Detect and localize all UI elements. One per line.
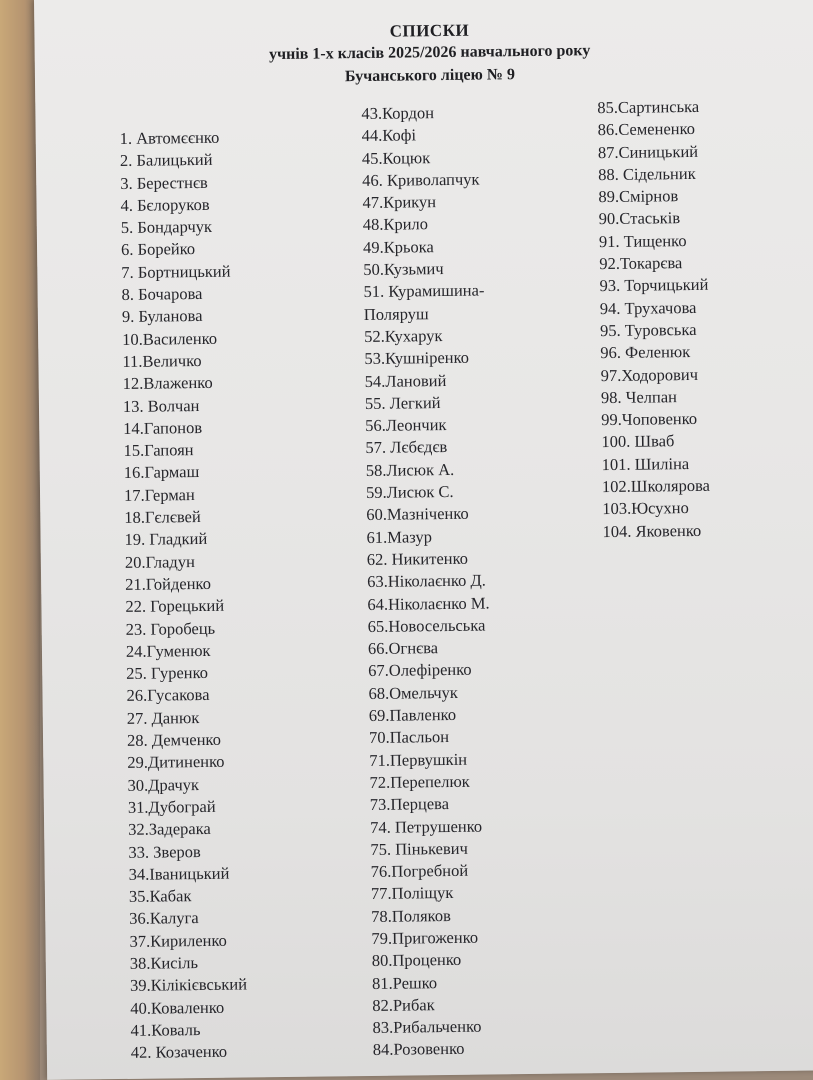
student-list-item: 49.Крьока [362, 236, 434, 257]
student-list-item: 42. Козаченко [130, 1041, 228, 1063]
student-list-item: 79.Пригоженко [371, 927, 479, 948]
student-list-item: 51. Курамишина- [363, 280, 485, 302]
student-list-item: 73.Перцева [369, 794, 450, 815]
document-title: СПИСКИ [389, 20, 470, 41]
student-list-item: 89.Смірнов [598, 186, 679, 207]
student-list-item: 7. Бортницький [121, 261, 231, 282]
student-list-item: 55. Легкий [364, 392, 441, 413]
student-list-item: 5. Бондарчук [120, 217, 213, 238]
student-list-item: 68.Омельчук [368, 682, 458, 703]
student-list-item: 76.Погребной [370, 860, 469, 882]
student-list-item: 104. Яковенко [602, 520, 702, 541]
student-list-item: 30.Драчук [127, 774, 200, 795]
student-list-item: 47.Крикун [362, 192, 437, 213]
student-list-item: 82.Рибак [372, 995, 435, 1015]
student-list-item: 98. Челпан [600, 387, 678, 407]
student-list-item: 50.Кузьмич [363, 259, 444, 280]
student-list-item: 39.Кілікієвський [129, 974, 248, 996]
student-list-item: 78.Поляков [371, 905, 451, 926]
student-list-item: 22. Горецький [125, 595, 225, 617]
student-list-item: 83.Рибальченко [372, 1016, 482, 1038]
student-list-item: 13. Волчан [122, 395, 200, 416]
document-subtitle: учнів 1-х класів 2025/2026 навчального року [268, 42, 591, 64]
student-list-item: 69.Павленко [368, 704, 457, 725]
student-list-item: 93. Торчицький [599, 275, 709, 296]
student-list-item: 77.Поліщук [370, 883, 454, 904]
student-list-item: 96. Феленюк [600, 342, 691, 363]
student-list-item: 6. Борейко [120, 239, 196, 260]
student-list-item: 86.Семененко [597, 119, 696, 140]
student-list-item: 92.Токарєва [599, 253, 683, 274]
student-list-item: 8. Бочарова [121, 284, 203, 305]
student-list-item: 90.Стаськів [598, 208, 681, 229]
student-list-item: 46. Криволапчук [362, 169, 480, 190]
student-list-item: 28. Демченко [126, 729, 222, 750]
student-list-item: 81.Решко [371, 972, 438, 993]
student-list-item: 85.Сартинська [597, 96, 700, 118]
student-list-item: 18.Гєлєвей [124, 507, 201, 527]
background-surface [0, 0, 40, 1080]
student-list-item: 17.Герман [123, 484, 195, 505]
student-list-item: 48.Крило [362, 214, 429, 235]
student-list-item: 56.Леончик [365, 415, 447, 436]
student-list-item: 25. Гуренко [126, 663, 209, 684]
student-list-item: 100. Шваб [601, 431, 675, 452]
student-list-item: 44.Кофі [361, 125, 417, 146]
student-list-item: 19. Гладкий [124, 529, 208, 550]
student-list-item: 31.Дубограй [127, 796, 216, 817]
student-list-item: 26.Гусакова [126, 685, 210, 706]
student-list-item: 54.Лановий [364, 370, 447, 391]
school-name: Бучанського ліцею № 9 [344, 66, 516, 86]
student-list-item: 94. Трухачова [599, 297, 697, 318]
student-list-item: 15.Гапоян [123, 440, 194, 461]
student-list-item: 103.Юсухно [602, 498, 689, 519]
student-list-item: 72.Перепелюк [369, 771, 470, 792]
student-list-item: 75. Пінькевич [370, 838, 468, 859]
student-list-item: 70.Пасльон [368, 727, 450, 748]
student-list-item: 58.Лисюк А. [365, 459, 455, 480]
student-list-item: 43.Кордон [361, 103, 435, 124]
student-list-item: 4. Бєлоруков [120, 194, 210, 215]
student-list-item: 11.Величко [122, 350, 202, 371]
student-list-item: 66.Огнєва [367, 638, 439, 659]
student-list-item: 101. Шиліна [601, 453, 690, 474]
student-list-item: 1. Автомєєнко [119, 127, 220, 148]
student-list-item: 33. Зверов [128, 841, 201, 862]
student-list-item: 52.Кухарук [364, 326, 443, 346]
student-list-item: 74. Петрушенко [370, 816, 483, 837]
student-list-item: 38.Кисіль [129, 953, 199, 973]
student-list-item: 80.Проценко [371, 950, 462, 971]
student-list-item: 41.Коваль [130, 1019, 201, 1040]
student-list-item: 14.Гапонов [123, 417, 203, 438]
student-list-column-3 [597, 96, 711, 543]
student-list-item: Поляруш [363, 303, 429, 324]
student-list-item: 35.Кабак [128, 886, 192, 906]
student-list-item: 88. Сідельник [598, 163, 696, 185]
student-list-item: 10.Василенко [122, 328, 218, 349]
student-list-item: 27. Данюк [126, 707, 200, 728]
student-list-item: 60.Мазніченко [366, 504, 469, 525]
student-list-item: 21.Гойденко [125, 573, 212, 594]
student-list-item: 67.Олефіренко [368, 660, 472, 681]
student-list-item: 71.Первушкін [369, 749, 468, 770]
student-list-item: 36.Калуга [129, 908, 199, 929]
student-list-item: 84.Розовенко [372, 1039, 465, 1060]
student-list-item: 32.Задерака [128, 819, 211, 840]
student-list-item: 12.Влаженко [122, 373, 213, 394]
student-list-column-2 [361, 102, 495, 1062]
student-list-item: 45.Коцюк [361, 147, 431, 168]
student-list-item: 3. Берестнєв [120, 172, 208, 193]
student-list-item: 20.Гладун [124, 551, 195, 572]
student-list-item: 53.Кушніренко [364, 347, 470, 369]
student-list-item: 59.Лисюк С. [365, 481, 454, 503]
student-list-column-1 [120, 127, 248, 1065]
student-list-item: 61.Мазур [366, 526, 432, 547]
student-list-item: 16.Гармаш [123, 462, 200, 483]
student-list-item: 9. Буланова [121, 306, 203, 327]
student-list-item: 63.Ніколаєнко Д. [367, 570, 486, 592]
student-list-item: 95. Туровська [599, 319, 697, 341]
student-list-item: 29.Дитиненко [127, 752, 225, 773]
student-list-item: 99.Чоповенко [601, 409, 698, 430]
student-list-item: 87.Синицький [597, 141, 699, 162]
student-list-item: 24.Гуменюк [125, 640, 211, 661]
student-list-item: 91. Тищенко [598, 230, 687, 251]
student-list-item: 62. Никитенко [366, 548, 469, 569]
student-list-item: 37.Кириленко [129, 930, 227, 951]
student-list-item: 102.Школярова [601, 475, 711, 497]
student-list-item: 2. Балицький [119, 150, 213, 171]
student-list-item: 64.Ніколаєнко М. [367, 593, 490, 614]
student-list-item: 57. Лєбєдєв [365, 437, 448, 458]
student-list-item: 40.Коваленко [130, 997, 225, 1018]
student-list-item: 23. Горобець [125, 618, 216, 639]
student-list-item: 34.Іваницький [128, 863, 230, 884]
student-list-item: 65.Новосельська [367, 615, 486, 636]
student-list-item: 97.Ходорович [600, 364, 699, 385]
document-page [34, 0, 813, 1080]
